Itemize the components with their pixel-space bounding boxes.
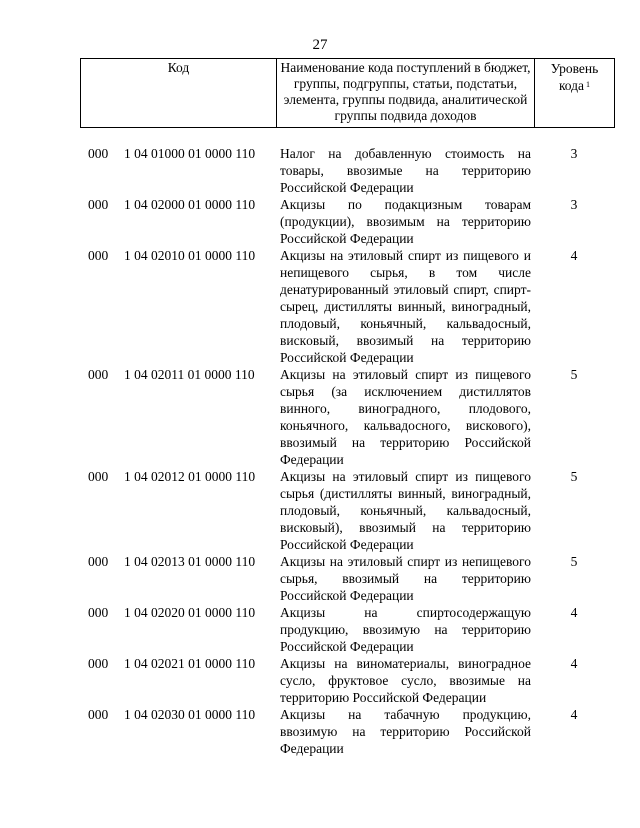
- row-code: 1 04 02013 01 0000 110: [124, 554, 256, 569]
- row-name: Акцизы на этиловый спирт из пищевого сырья (дистилляты винный, виноградный, плодовый, коньячный, кальвадосный, висковый), ввозимый на территорию Российской Федерации: [280, 469, 531, 552]
- table-row: [80, 366, 614, 468]
- row-prefix: 000: [88, 707, 109, 722]
- row-prefix: 000: [88, 605, 109, 620]
- row-prefix: 000: [88, 469, 109, 484]
- table-row: [80, 706, 614, 757]
- row-name: Акцизы на табачную продукцию, ввозимую на территорию Российской Федерации: [280, 707, 531, 756]
- row-prefix: 000: [88, 248, 109, 263]
- table-row: [80, 247, 614, 366]
- row-level: 3: [570, 197, 578, 212]
- row-level: 5: [570, 554, 578, 569]
- row-code: 1 04 02021 01 0000 110: [124, 656, 256, 671]
- header-name-label: Наименование кода поступлений в бюджет, группы, подгруппы, статьи, подстатьи, элемента, группы подвида, аналитической группы подвида доходов: [280, 60, 531, 123]
- table-row: [80, 145, 614, 196]
- row-code: 1 04 02020 01 0000 110: [124, 605, 256, 620]
- header-code-label: Код: [167, 60, 190, 75]
- header-code: [81, 59, 277, 128]
- table-body: [80, 145, 614, 757]
- row-name: Акцизы на этиловый спирт из пищевого сырья (за исключением дистиллятов винного, виноградного, плодового, коньячного, кальвадосного, вискового), ввозимый на территорию Российской Федерации: [280, 367, 531, 467]
- row-level: 4: [570, 656, 578, 671]
- header-name: [277, 59, 535, 128]
- row-name: Налог на добавленную стоимость на товары, ввозимые на территорию Российской Федерации: [280, 146, 531, 195]
- row-level: 4: [570, 605, 578, 620]
- row-level: 4: [570, 707, 578, 722]
- table-row: [80, 604, 614, 655]
- table-row: [80, 655, 614, 706]
- page-number: 27: [312, 37, 328, 53]
- row-prefix: 000: [88, 554, 109, 569]
- row-name: Акцизы по подакцизным товарам (продукции), ввозимым на территорию Российской Федерации: [280, 197, 531, 246]
- row-code: 1 04 02030 01 0000 110: [124, 707, 256, 722]
- table-header: [80, 58, 615, 128]
- row-level: 5: [570, 367, 578, 382]
- row-name: Акцизы на этиловый спирт из пищевого и непищевого сырья, в том числе денатурированный этиловый спирт, спирт-сырец, дистилляты винный, виноградный, плодовый, коньячный, кальвадосный, вискoвый, ввозимый на территорию Российской Федерации: [280, 248, 531, 365]
- table-row: [80, 553, 614, 604]
- row-prefix: 000: [88, 656, 109, 671]
- row-code: 1 04 01000 01 0000 110: [124, 146, 256, 161]
- row-code: 1 04 02011 01 0000 110: [124, 367, 255, 382]
- row-name: Акцизы на этиловый спирт из непищевого сырья, ввозимый на территорию Российской Федерации: [280, 554, 531, 603]
- table-row: [80, 468, 614, 553]
- table-row: [80, 196, 614, 247]
- row-name: Акцизы на спиртосодержащую продукцию, ввозимую на территорию Российской Федерации: [280, 605, 531, 654]
- row-prefix: 000: [88, 197, 109, 212]
- row-prefix: 000: [88, 367, 109, 382]
- header-level-label: Уровень кода: [550, 61, 599, 93]
- row-code: 1 04 02000 01 0000 110: [124, 197, 256, 212]
- row-code: 1 04 02012 01 0000 110: [124, 469, 256, 484]
- header-level: [535, 59, 615, 128]
- row-prefix: 000: [88, 146, 109, 161]
- row-code: 1 04 02010 01 0000 110: [124, 248, 256, 263]
- row-level: 5: [570, 469, 578, 484]
- row-level: 3: [570, 146, 578, 161]
- row-level: 4: [570, 248, 578, 263]
- row-name: Акцизы на виноматериалы, виноградное сусло, фруктовое сусло, ввозимые на территорию Российской Федерации: [280, 656, 531, 705]
- footnote-marker: 1: [586, 80, 591, 89]
